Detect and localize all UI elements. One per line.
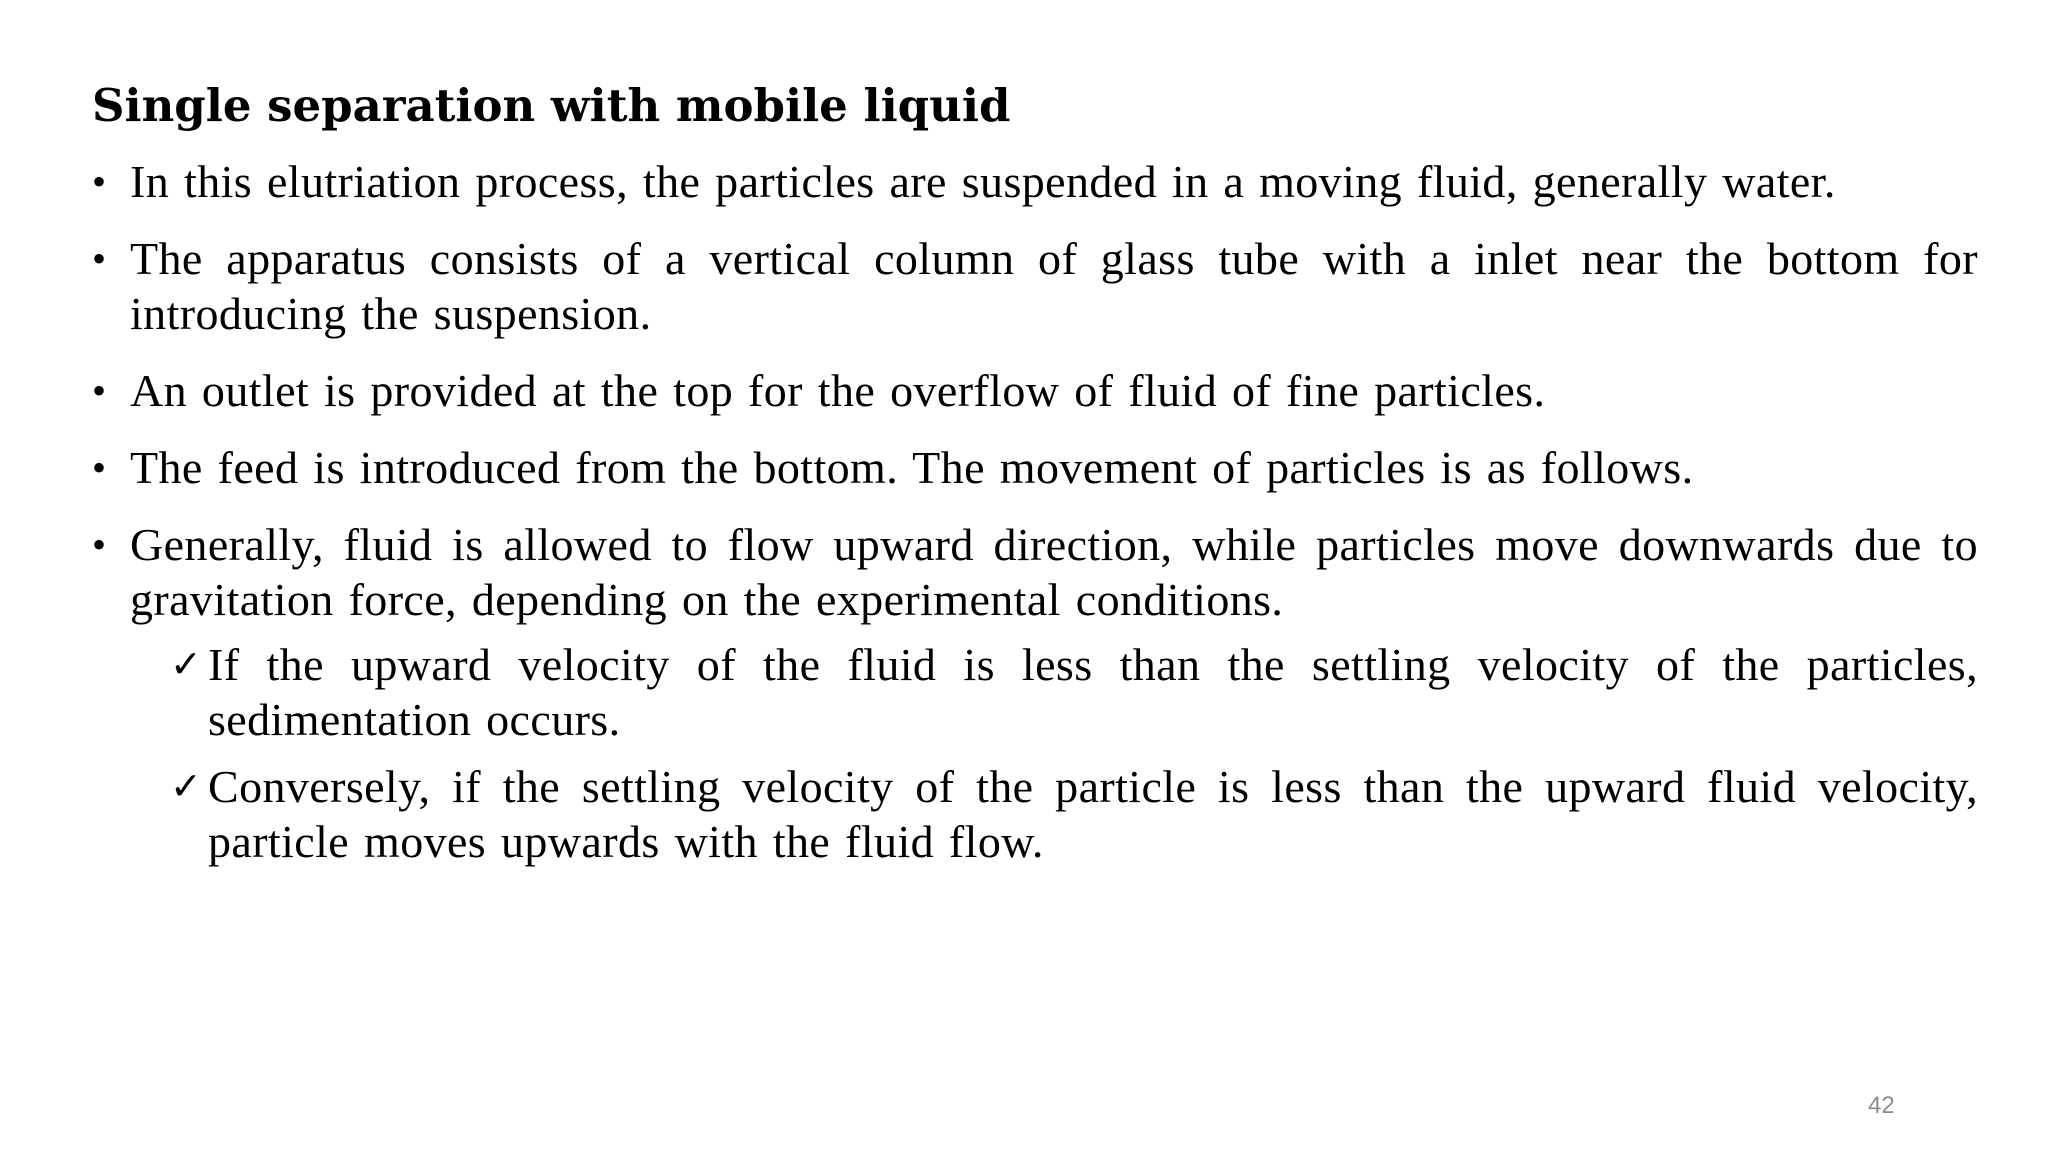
slide-content xyxy=(92,154,1978,881)
sub-bullet-item xyxy=(170,759,1978,869)
sub-bullet-text: Conversely, if the settling velocity of the particle is less than the upward fluid velocity, particle moves upwards with the fluid flow. xyxy=(208,761,1978,867)
bullet-item xyxy=(92,363,1978,418)
bullet-text: The feed is introduced from the bottom. The movement of particles is as follows. xyxy=(130,442,1694,493)
bullet-text: An outlet is provided at the top for the overflow of fluid of fine particles. xyxy=(130,365,1546,416)
bullet-dot-icon: • xyxy=(92,445,107,490)
bullet-text: The apparatus consists of a vertical column of glass tube with a inlet near the bottom for introducing the suspension. xyxy=(130,233,1978,339)
checkmark-icon: ✓ xyxy=(170,642,203,686)
bullet-dot-icon: • xyxy=(92,159,107,204)
bullet-item xyxy=(92,440,1978,495)
bullet-dot-icon: • xyxy=(92,236,107,281)
sub-bullet-item xyxy=(170,637,1978,747)
bullet-dot-icon: • xyxy=(92,368,107,413)
checkmark-icon: ✓ xyxy=(170,764,203,808)
bullet-item xyxy=(92,154,1978,209)
sub-bullet-text: If the upward velocity of the fluid is less than the settling velocity of the particles, sedimentation occurs. xyxy=(208,639,1978,745)
bullet-text: In this elutriation process, the particles are suspended in a moving fluid, generally water. xyxy=(130,156,1836,207)
bullet-dot-icon: • xyxy=(92,522,107,567)
page-number: 42 xyxy=(1868,1092,1895,1119)
bullet-item xyxy=(92,517,1978,627)
bullet-text: Generally, fluid is allowed to flow upward direction, while particles move downwards due to gravitation force, depending on the experimental conditions. xyxy=(130,519,1978,625)
bullet-item xyxy=(92,231,1978,341)
slide-title: Single separation with mobile liquid xyxy=(92,79,1011,132)
